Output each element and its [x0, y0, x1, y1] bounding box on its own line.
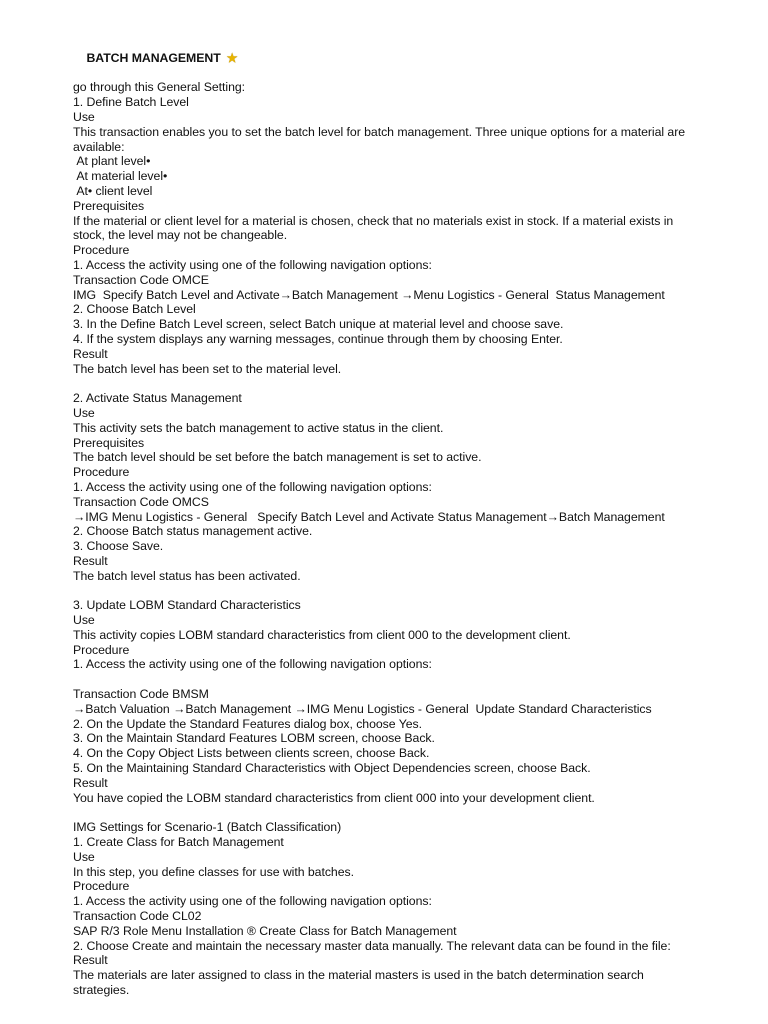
text-line: 4. If the system displays any warning messages, continue through them by choosing Enter. — [73, 331, 563, 346]
text-line: 1. Access the activity using one of the following navigation options: — [73, 894, 432, 909]
text-line: 2. Choose Batch Level — [73, 302, 196, 317]
text-line: This activity copies LOBM standard characteristics from client 000 to the development client. — [73, 627, 571, 642]
text-line: In this step, you define classes for use with batches. — [73, 864, 354, 879]
text-line: Prerequisites — [73, 435, 145, 450]
blank-line — [73, 672, 733, 687]
text-line: Transaction Code OMCE — [73, 272, 209, 287]
text-line: The batch level should be set before the batch management is set to active. — [73, 450, 482, 465]
text-line: strategies. — [73, 983, 130, 997]
text-line: stock, the level may not be changeable. — [73, 228, 288, 243]
text-line: 1. Access the activity using one of the following navigation options: — [73, 657, 432, 672]
text-line: IMG Specify Batch Level and Activate→Batch Management →Menu Logistics - General Status Management — [73, 287, 665, 302]
blank-line — [73, 805, 733, 820]
document-title-row — [73, 36, 733, 80]
text-line: 2. Activate Status Management — [73, 391, 242, 406]
text-line: At• client level — [73, 183, 153, 198]
text-line: You have copied the LOBM standard characteristics from client 000 into your development client. — [73, 790, 595, 805]
text-line: 3. Choose Save. — [73, 539, 164, 554]
text-line: Use — [73, 849, 95, 864]
text-line: Use — [73, 405, 95, 420]
text-line: available: — [73, 139, 125, 154]
text-line: 5. On the Maintaining Standard Characteristics with Object Dependencies screen, choose Back. — [73, 761, 591, 776]
text-line: Transaction Code BMSM — [73, 687, 209, 702]
text-line: 3. On the Maintain Standard Features LOBM screen, choose Back. — [73, 731, 435, 746]
text-line: 1. Access the activity using one of the following navigation options: — [73, 257, 432, 272]
text-line: The materials are later assigned to class in the material masters is used in the batch determination search — [73, 968, 644, 983]
text-line: At plant level• — [73, 154, 151, 169]
text-line: Transaction Code CL02 — [73, 909, 202, 924]
text-line: This transaction enables you to set the batch level for batch management. Three unique options for a material are — [73, 124, 686, 139]
text-line: Result — [73, 553, 108, 568]
text-line: If the material or client level for a material is chosen, check that no materials exist in stock. If a material exists in — [73, 213, 674, 228]
text-line: 1. Create Class for Batch Management — [73, 835, 284, 850]
text-line: At material level• — [73, 169, 168, 184]
text-line: Procedure — [73, 879, 130, 894]
text-line: Procedure — [73, 243, 130, 258]
text-line: Use — [73, 109, 95, 124]
text-line: 3. Update LOBM Standard Characteristics — [73, 598, 301, 613]
blank-line — [73, 583, 733, 598]
document-page — [73, 36, 733, 998]
text-line: The batch level has been set to the material level. — [73, 361, 342, 376]
text-line: 2. Choose Create and maintain the necessary master data manually. The relevant data can be found in the file: — [73, 938, 671, 953]
text-line: 1. Define Batch Level — [73, 95, 189, 110]
text-line: →Batch Valuation →Batch Management →IMG Menu Logistics - General Update Standard Characteristics — [73, 701, 652, 716]
text-line: 2. On the Update the Standard Features dialog box, choose Yes. — [73, 716, 422, 731]
text-line: Prerequisites — [73, 198, 145, 213]
text-line: SAP R/3 Role Menu Installation ® Create Class for Batch Management — [73, 923, 457, 938]
text-line: This activity sets the batch management to active status in the client. — [73, 420, 444, 435]
text-line: Result — [73, 953, 108, 968]
text-line: 1. Access the activity using one of the following navigation options: — [73, 479, 432, 494]
text-line: 4. On the Copy Object Lists between clients screen, choose Back. — [73, 746, 430, 761]
text-line: Result — [73, 775, 108, 790]
text-line: Result — [73, 346, 108, 361]
text-line: Transaction Code OMCS — [73, 494, 209, 509]
text-line: →IMG Menu Logistics - General Specify Batch Level and Activate Status Management→Batch Management — [73, 509, 665, 524]
text-line: go through this General Setting: — [73, 80, 246, 95]
document-title: BATCH MANAGEMENT — [86, 50, 221, 65]
text-line: IMG Settings for Scenario-1 (Batch Classification) — [73, 820, 342, 835]
text-line: Procedure — [73, 642, 130, 657]
text-line: 3. In the Define Batch Level screen, select Batch unique at material level and choose save. — [73, 317, 564, 332]
text-line: 2. Choose Batch status management active. — [73, 524, 313, 539]
document-body — [73, 80, 733, 997]
text-line: The batch level status has been activated. — [73, 568, 301, 583]
text-line: Procedure — [73, 465, 130, 480]
star-icon: ★ — [226, 50, 238, 65]
blank-line — [73, 376, 733, 391]
text-line: Use — [73, 613, 95, 628]
